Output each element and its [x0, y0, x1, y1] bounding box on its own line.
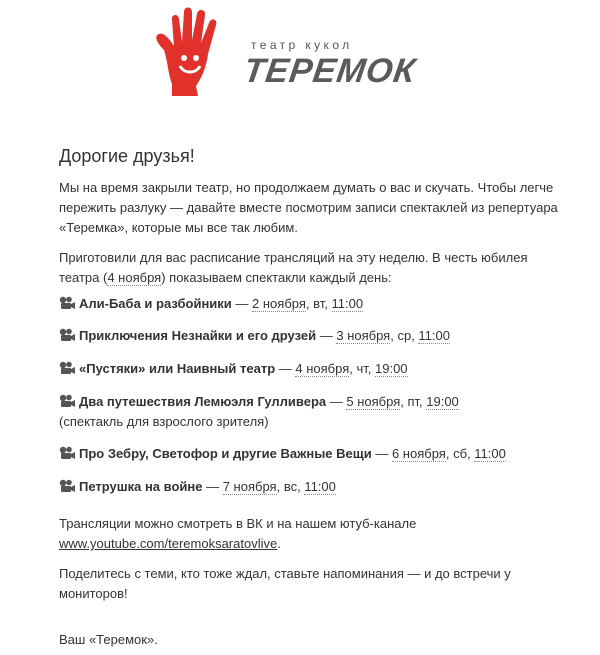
- show-date[interactable]: 2 ноября: [252, 296, 306, 311]
- broadcast-text: Трансляции можно смотреть в ВК и на нашем ютуб-канале: [59, 516, 417, 531]
- show-date[interactable]: 7 ноября: [222, 479, 277, 494]
- show-separator: —: [275, 361, 296, 376]
- show-time[interactable]: 11:00: [474, 446, 506, 461]
- youtube-channel-link[interactable]: www.youtube.com/teremoksaratovlive: [59, 536, 278, 551]
- show-note: (спектакль для взрослого зрителя): [59, 414, 269, 429]
- hand-logo-icon: [150, 6, 234, 98]
- broadcast-paragraph: [59, 514, 559, 554]
- email-header: [0, 0, 600, 110]
- logo-subtitle: театр кукол: [251, 38, 353, 52]
- show-date[interactable]: 3 ноября: [336, 328, 391, 343]
- show-date[interactable]: 6 ноября: [391, 446, 446, 461]
- show-day: , вс,: [276, 479, 305, 494]
- closing-paragraph: Поделитесь с теми, кто тоже ждал, ставьте напоминания — и до встречи у мониторов!: [59, 566, 511, 601]
- show-separator: —: [231, 296, 253, 311]
- greeting-heading: Дорогие друзья!: [59, 146, 195, 166]
- show-separator: —: [326, 394, 347, 409]
- show-time[interactable]: 11:00: [418, 328, 450, 343]
- show-title: Петрушка на войне: [79, 479, 203, 494]
- show-item: [59, 359, 559, 379]
- show-title: Али-Баба и разбойники: [79, 296, 232, 311]
- film-projector-icon: [59, 479, 75, 493]
- show-day: , вт,: [305, 296, 332, 311]
- broadcast-end: .: [277, 536, 281, 551]
- show-time[interactable]: 11:00: [331, 296, 364, 311]
- show-item: [59, 392, 559, 432]
- show-separator: —: [202, 479, 223, 494]
- signature: Ваш «Теремок».: [59, 632, 158, 647]
- show-time[interactable]: 11:00: [304, 479, 336, 494]
- show-item: [59, 477, 559, 497]
- show-day: , чт,: [349, 361, 375, 376]
- intro-paragraph: Мы на время закрыли театр, но продолжаем думать о вас и скучать. Чтобы легче пережить разлуку — давайте вместе посмотрим записи спектаклей из репертуара «Теремка», которые мы все так любим.: [59, 180, 558, 235]
- email-body: [59, 146, 559, 647]
- show-day: , пт,: [400, 394, 427, 409]
- show-separator: —: [371, 446, 392, 461]
- show-title: Два путешествия Лемюэля Гулливера: [79, 394, 327, 409]
- show-separator: —: [316, 328, 337, 343]
- show-time[interactable]: 19:00: [375, 361, 408, 376]
- show-item: [59, 444, 559, 464]
- show-day: , ср,: [390, 328, 419, 343]
- jubilee-date[interactable]: 4 ноября: [107, 270, 162, 285]
- show-date[interactable]: 5 ноября: [346, 394, 401, 409]
- film-projector-icon: [59, 394, 75, 408]
- film-projector-icon: [59, 296, 75, 310]
- show-day: , сб,: [445, 446, 475, 461]
- show-time[interactable]: 19:00: [426, 394, 459, 409]
- show-item: [59, 294, 559, 314]
- logo-brand-name: ТЕРЕМОК: [241, 52, 419, 90]
- show-item: [59, 326, 559, 346]
- schedule-intro-text-end: ) показываем спектакли каждый день:: [161, 270, 392, 285]
- film-projector-icon: [59, 328, 75, 342]
- show-title: Приключения Незнайки и его друзей: [79, 328, 317, 343]
- film-projector-icon: [59, 446, 75, 460]
- show-title: Про Зебру, Светофор и другие Важные Вещи: [79, 446, 372, 461]
- schedule-intro-text: Приготовили для вас расписание трансляций на эту неделю. В честь юбилея театра (: [59, 250, 528, 285]
- schedule-intro-paragraph: [59, 248, 559, 288]
- show-title: «Пустяки» или Наивный театр: [79, 361, 276, 376]
- show-date[interactable]: 4 ноября: [295, 361, 350, 376]
- film-projector-icon: [59, 361, 75, 375]
